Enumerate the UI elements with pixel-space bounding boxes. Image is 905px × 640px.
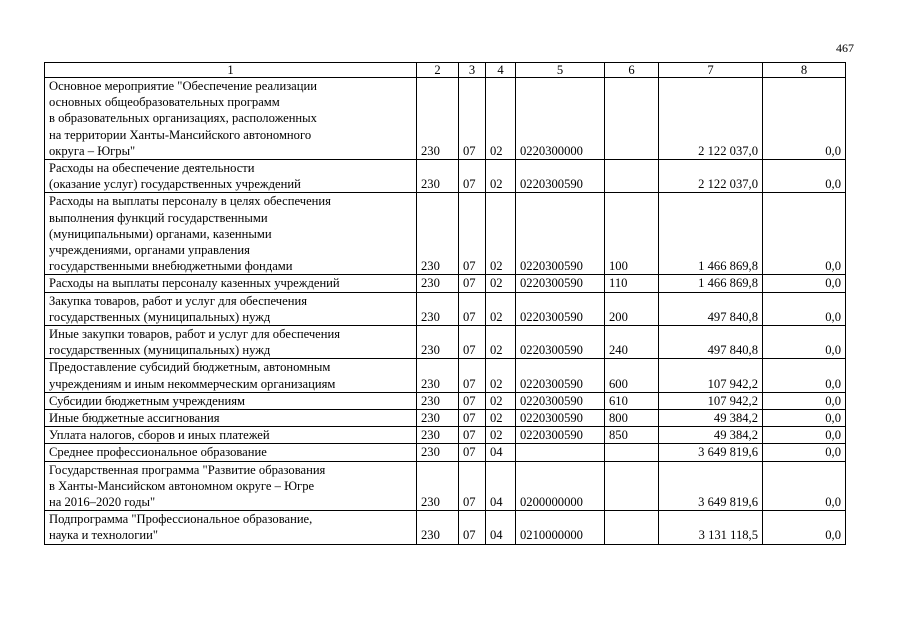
table-row [45,427,846,444]
expense-type-cell: 110 [605,275,659,292]
table-row [45,461,846,511]
amount-second-cell: 0,0 [763,511,846,544]
amount-cell: 2 122 037,0 [659,160,763,193]
column-header: 8 [763,63,846,78]
expense-type-cell: 240 [605,326,659,359]
row-name-cell [45,511,417,544]
expense-type-cell: 610 [605,392,659,409]
target-article-cell [516,444,605,461]
row-name-line: Государственная программа "Развитие образования [49,462,326,477]
amount-second-cell: 0,0 [763,193,846,275]
subsection-cell: 02 [486,427,516,444]
row-name-cell [45,78,417,160]
row-name-cell [45,193,417,275]
amount-cell: 3 649 819,6 [659,461,763,511]
table-row [45,444,846,461]
section-cell: 07 [459,392,486,409]
column-header: 3 [459,63,486,78]
row-name-line: Иные закупки товаров, работ и услуг для обеспечения [49,327,341,342]
amount-second-cell: 0,0 [763,444,846,461]
expense-type-cell: 600 [605,359,659,392]
section-cell: 07 [459,427,486,444]
expense-type-cell [605,444,659,461]
row-name-line: Субсидии бюджетным учреждениям [49,393,245,408]
amount-cell: 2 122 037,0 [659,78,763,160]
amount-second-cell: 0,0 [763,78,846,160]
expense-type-cell: 800 [605,410,659,427]
admin-code-cell: 230 [417,78,459,160]
column-header: 2 [417,63,459,78]
section-cell: 07 [459,359,486,392]
table-row [45,392,846,409]
subsection-cell: 04 [486,444,516,461]
subsection-cell: 02 [486,193,516,275]
amount-second-cell: 0,0 [763,359,846,392]
section-cell: 07 [459,461,486,511]
admin-code-cell: 230 [417,511,459,544]
row-name-line: наука и технологии" [49,528,159,543]
target-article-cell: 0210000000 [516,511,605,544]
row-name-line: государственных (муниципальных) нужд [49,309,271,324]
amount-cell: 107 942,2 [659,392,763,409]
row-name-line: Уплата налогов, сборов и иных платежей [49,428,270,443]
row-name-cell [45,410,417,427]
row-name-cell [45,292,417,325]
row-name-line: Расходы на выплаты персоналу в целях обеспечения [49,194,331,209]
row-name-line: основных общеобразовательных программ [49,95,280,110]
admin-code-cell: 230 [417,193,459,275]
table-row [45,78,846,160]
header-row [45,63,846,78]
admin-code-cell: 230 [417,292,459,325]
expense-type-cell: 200 [605,292,659,325]
column-header: 1 [45,63,417,78]
admin-code-cell: 230 [417,461,459,511]
page-number: 467 [836,41,854,55]
row-name-cell [45,160,417,193]
section-cell: 07 [459,292,486,325]
admin-code-cell: 230 [417,326,459,359]
target-article-cell: 0220300000 [516,78,605,160]
admin-code-cell: 230 [417,392,459,409]
row-name-line: Закупка товаров, работ и услуг для обеспечения [49,293,308,308]
table-row [45,326,846,359]
expense-type-cell [605,78,659,160]
amount-second-cell: 0,0 [763,392,846,409]
expense-type-cell [605,160,659,193]
row-name-cell [45,392,417,409]
target-article-cell: 0220300590 [516,275,605,292]
amount-second-cell: 0,0 [763,427,846,444]
column-header: 5 [516,63,605,78]
amount-cell: 497 840,8 [659,292,763,325]
admin-code-cell: 230 [417,444,459,461]
subsection-cell: 04 [486,461,516,511]
expense-type-cell [605,461,659,511]
subsection-cell: 02 [486,410,516,427]
target-article-cell: 0220300590 [516,193,605,275]
column-header: 4 [486,63,516,78]
row-name-line: Основное мероприятие "Обеспечение реализации [49,79,317,93]
amount-cell: 1 466 869,8 [659,193,763,275]
target-article-cell: 0220300590 [516,326,605,359]
column-header: 7 [659,63,763,78]
subsection-cell: 02 [486,78,516,160]
subsection-cell: 02 [486,326,516,359]
row-name-line: на 2016–2020 годы" [49,495,156,510]
amount-cell: 3 649 819,6 [659,444,763,461]
row-name-line: выполнения функций государственными [49,210,268,225]
expense-type-cell [605,511,659,544]
row-name-line: Предоставление субсидий бюджетным, автономным [49,360,331,375]
budget-table [44,62,846,545]
row-name-line: государственными внебюджетными фондами [49,259,293,274]
subsection-cell: 02 [486,292,516,325]
target-article-cell: 0220300590 [516,392,605,409]
target-article-cell: 0220300590 [516,292,605,325]
admin-code-cell: 230 [417,427,459,444]
table-row [45,193,846,275]
subsection-cell: 02 [486,392,516,409]
expense-type-cell: 850 [605,427,659,444]
amount-cell: 1 466 869,8 [659,275,763,292]
subsection-cell: 04 [486,511,516,544]
target-article-cell: 0220300590 [516,359,605,392]
target-article-cell: 0220300590 [516,427,605,444]
table-row [45,511,846,544]
amount-cell: 497 840,8 [659,326,763,359]
row-name-line: учреждениям и иным некоммерческим организациям [49,376,336,391]
section-cell: 07 [459,511,486,544]
row-name-cell [45,461,417,511]
row-name-line: Среднее профессиональное образование [49,445,267,460]
row-name-cell [45,444,417,461]
target-article-cell: 0220300590 [516,410,605,427]
row-name-line: Иные бюджетные ассигнования [49,411,220,426]
row-name-line: государственных (муниципальных) нужд [49,343,271,358]
amount-cell: 107 942,2 [659,359,763,392]
section-cell: 07 [459,444,486,461]
section-cell: 07 [459,160,486,193]
section-cell: 07 [459,326,486,359]
table-row [45,359,846,392]
table-row [45,410,846,427]
amount-cell: 49 384,2 [659,427,763,444]
target-article-cell: 0220300590 [516,160,605,193]
amount-second-cell: 0,0 [763,160,846,193]
row-name-line: (оказание услуг) государственных учреждений [49,177,301,192]
section-cell: 07 [459,410,486,427]
amount-second-cell: 0,0 [763,410,846,427]
admin-code-cell: 230 [417,275,459,292]
row-name-cell [45,427,417,444]
amount-cell: 49 384,2 [659,410,763,427]
row-name-cell [45,275,417,292]
row-name-line: округа – Югры" [49,143,136,158]
table-row [45,160,846,193]
target-article-cell: 0200000000 [516,461,605,511]
amount-second-cell: 0,0 [763,292,846,325]
admin-code-cell: 230 [417,410,459,427]
row-name-cell [45,326,417,359]
row-name-line: на территории Ханты-Мансийского автономного [49,127,312,142]
column-header: 6 [605,63,659,78]
amount-second-cell: 0,0 [763,461,846,511]
amount-second-cell: 0,0 [763,326,846,359]
table-row [45,292,846,325]
expense-type-cell: 100 [605,193,659,275]
admin-code-cell: 230 [417,359,459,392]
row-name-line: Подпрограмма "Профессиональное образование, [49,512,313,527]
section-cell: 07 [459,78,486,160]
section-cell: 07 [459,275,486,292]
admin-code-cell: 230 [417,160,459,193]
row-name-line: (муниципальными) органами, казенными [49,226,272,241]
table-row [45,275,846,292]
amount-cell: 3 131 118,5 [659,511,763,544]
row-name-line: учреждениями, органами управления [49,243,250,258]
row-name-line: в Ханты-Мансийском автономном округе – Югре [49,478,315,493]
section-cell: 07 [459,193,486,275]
subsection-cell: 02 [486,275,516,292]
row-name-line: в образовательных организациях, расположенных [49,111,317,126]
amount-second-cell: 0,0 [763,275,846,292]
subsection-cell: 02 [486,160,516,193]
row-name-line: Расходы на обеспечение деятельности [49,161,255,176]
subsection-cell: 02 [486,359,516,392]
row-name-line: Расходы на выплаты персоналу казенных учреждений [49,276,340,291]
row-name-cell [45,359,417,392]
